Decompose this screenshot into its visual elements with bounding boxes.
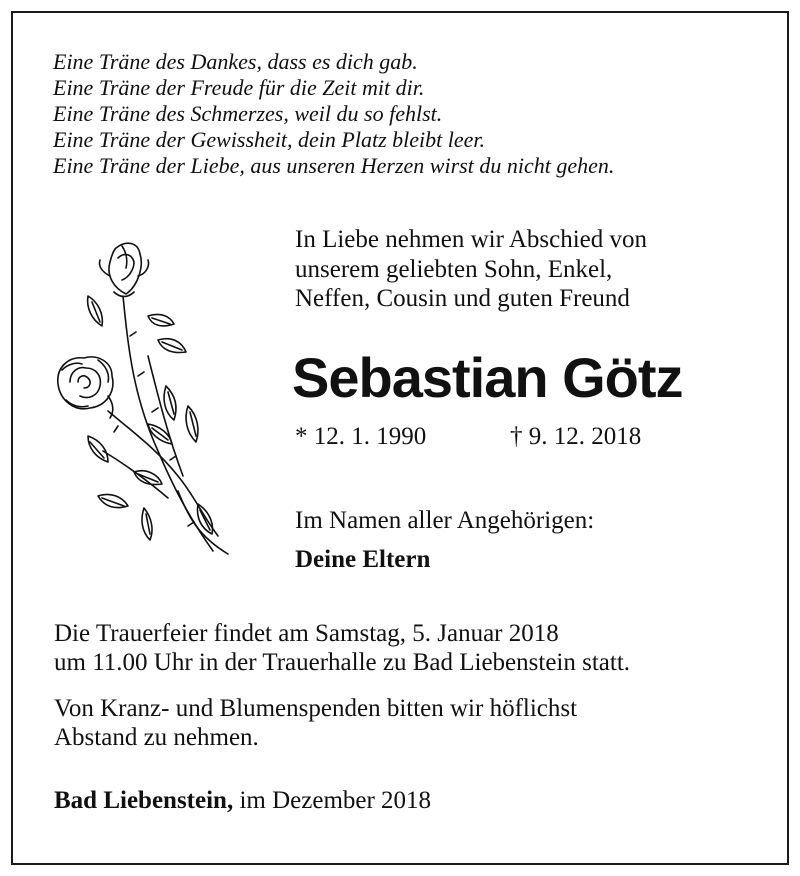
footer-date: im Dezember 2018	[233, 787, 432, 814]
birth-date: * 12. 1. 1990	[295, 423, 427, 450]
donations-line: Abstand zu nehmen.	[54, 724, 259, 751]
poem-line: Eine Träne der Liebe, aus unseren Herzen wirst du nicht gehen.	[53, 153, 615, 178]
poem-line: Eine Träne der Freude für die Zeit mit dir.	[53, 75, 425, 100]
footer-place: Bad Liebenstein,	[54, 787, 234, 814]
intro-line: In Liebe nehmen wir Abschied von	[295, 226, 647, 253]
poem	[53, 49, 614, 179]
donations-notice	[54, 694, 577, 752]
donations-line: Von Kranz- und Blumenspenden bitten wir höflichst	[54, 695, 578, 722]
funeral-notice	[54, 619, 630, 677]
poem-line: Eine Träne der Gewissheit, dein Platz bleibt leer.	[53, 127, 486, 152]
funeral-line: Die Trauerfeier findet am Samstag, 5. Januar 2018	[54, 620, 559, 647]
family-label: Im Namen aller Angehörigen:	[295, 507, 595, 534]
rose-icon	[48, 236, 238, 566]
intro-line: Neffen, Cousin und guten Freund	[295, 285, 630, 312]
poem-line: Eine Träne des Dankes, dass es dich gab.	[53, 49, 418, 74]
deceased-name: Sebastian Götz	[292, 346, 683, 409]
poem-line: Eine Träne des Schmerzes, weil du so fehlst.	[53, 101, 443, 126]
intro-line: unserem geliebten Sohn, Enkel,	[295, 255, 613, 283]
footer	[54, 786, 431, 816]
death-date: † 9. 12. 2018	[510, 423, 642, 450]
family-signature: Deine Eltern	[295, 546, 431, 573]
funeral-line: um 11.00 Uhr in der Trauerhalle zu Bad Liebenstein statt.	[54, 649, 631, 676]
intro-text	[295, 225, 647, 314]
